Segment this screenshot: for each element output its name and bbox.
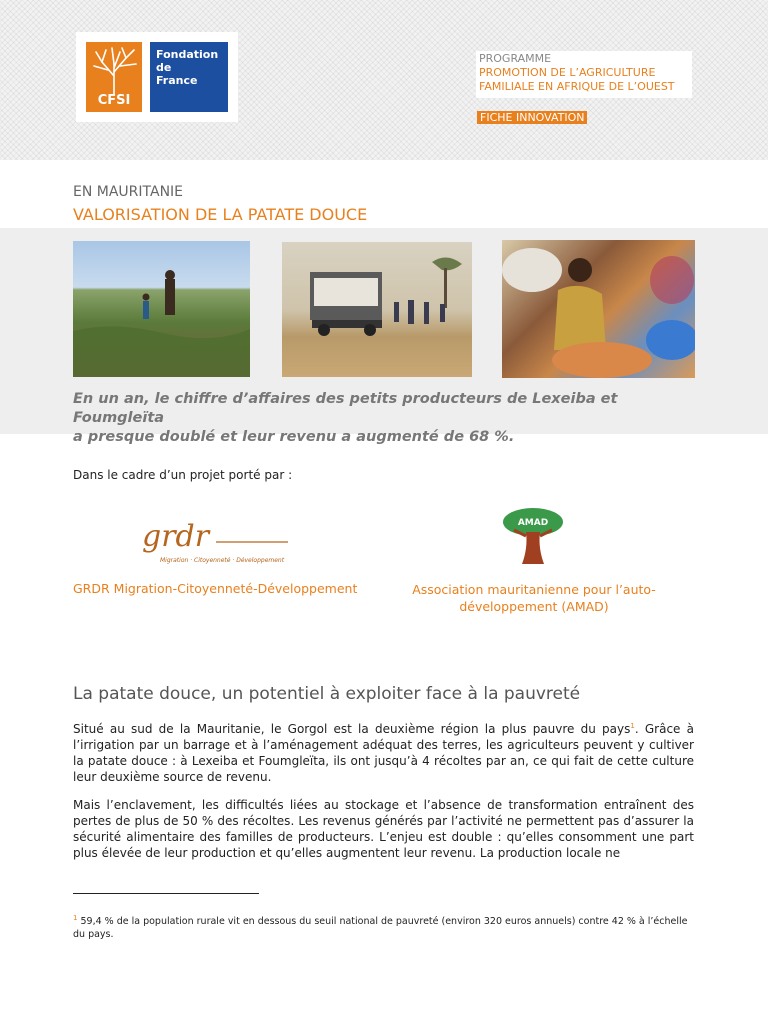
fdf-line-1: Fondation [156, 48, 219, 61]
footnote-text: 59,4 % de la population rurale vit en dessous du seuil national de pauvreté (environ 320 euros annuels) contre 42 % à l’échelle du pays. [73, 916, 688, 941]
section-title: La patate douce, un potentiel à exploiter face à la pauvreté [73, 684, 581, 704]
footnote-divider [73, 893, 259, 894]
market-photo-illustration [502, 240, 695, 378]
grdr-logo-tagline: Migration · Citoyenneté · Développement [160, 557, 285, 564]
partners-intro: Dans le cadre d’un projet porté par : [73, 468, 293, 482]
programme-title-line-2: FAMILIALE EN AFRIQUE DE L’OUEST [479, 80, 675, 93]
grdr-logo-word: grdr [142, 519, 210, 554]
grdr-logo-graphic [140, 516, 292, 572]
programme-title [479, 66, 675, 94]
baobab-tree-icon [500, 504, 566, 568]
grdr-name: GRDR Migration-Citoyenneté-Développement [73, 581, 358, 596]
photo-market [502, 240, 695, 378]
cfsi-logo [86, 42, 142, 112]
amad-logo-word: AMAD [517, 518, 549, 528]
main-title: VALORISATION DE LA PATATE DOUCE [73, 205, 368, 224]
programme-box [476, 51, 692, 98]
grdr-logo [140, 516, 292, 572]
amad-name-line-2: développement (AMAD) [459, 599, 609, 614]
amad-logo [500, 504, 566, 568]
amad-name [398, 581, 670, 615]
fdf-logo-text [156, 48, 218, 87]
footnote [73, 912, 694, 941]
highlight-quote [73, 390, 713, 447]
paragraph-1-part-a: Situé au sud de la Mauritanie, le Gorgol est la deuxième région la plus pauvre du pays [73, 722, 631, 736]
country-label: EN MAURITANIE [73, 184, 184, 200]
field-photo-illustration [73, 241, 250, 377]
amad-name-line-1: Association mauritanienne pour l’auto- [412, 582, 656, 597]
cfsi-logo-text: CFSI [97, 93, 131, 108]
quote-line-2: a presque doublé et leur revenu a augmenté de 68 %. [73, 429, 515, 445]
paragraph-2: Mais l’enclavement, les difficultés liées au stockage et l’absence de transformation entraînent des pertes de plus de 50 % des récoltes. Les revenus générés par l’activité ne permettent pas d’assurer la sécurité alimentaire des familles de producteurs. L’enjeu est double : qu’elles consomment une part plus élevée de leur production et qu’elles augmentent leur revenu. La production locale ne [73, 798, 694, 860]
programme-title-line-1: PROMOTION DE L’AGRICULTURE [479, 66, 656, 79]
logo-box [76, 32, 238, 122]
fondation-de-france-logo [150, 42, 228, 112]
fdf-line-3: France [156, 74, 198, 87]
photo-truck [282, 242, 472, 377]
quote-line-1: En un an, le chiffre d’affaires des petits producteurs de Lexeiba et Foumgleïta [73, 391, 618, 426]
paragraph-1 [73, 718, 694, 785]
footnote-ref[interactable]: 1 [630, 722, 635, 730]
paragraph-1-part-b: . Grâce à l’irrigation par un barrage et à l’aménagement adéquat des terres, les agriculteurs peuvent y cultiver la patate douce : à Lexeiba et Foumgleïta, ils ont jusqu’à 4 récoltes par an, ce qui fait de cette culture leur deuxième source de revenu. [73, 722, 694, 784]
fiche-innovation-tag: FICHE INNOVATION [477, 111, 587, 124]
programme-label: PROGRAMME [479, 52, 552, 65]
tree-icon [86, 42, 142, 96]
fdf-line-2: de [156, 61, 172, 74]
footnote-marker: 1 [73, 914, 78, 922]
photo-field [73, 241, 250, 377]
truck-photo-illustration [282, 242, 472, 377]
